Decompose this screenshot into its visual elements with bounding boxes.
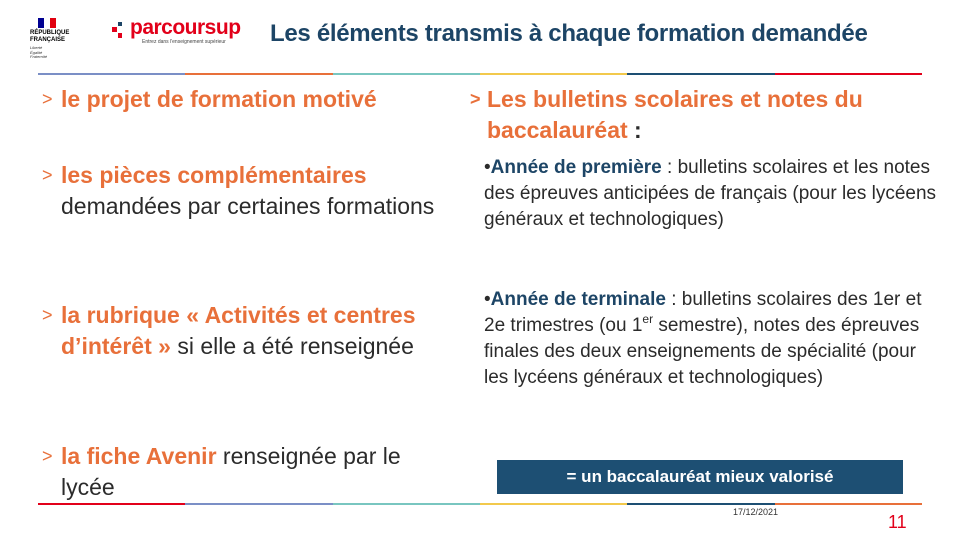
item-highlight: la fiche Avenir xyxy=(61,443,217,469)
chevron-right-icon: > xyxy=(470,89,481,109)
republique-francaise-logo xyxy=(30,18,90,64)
chevron-right-icon: > xyxy=(42,89,53,109)
left-item-activites xyxy=(44,300,444,362)
heading-text: Les bulletins scolaires et notes du baccalauréat xyxy=(487,86,863,143)
bottom-divider xyxy=(38,503,922,505)
terminale-label: Année de terminale xyxy=(490,289,666,310)
rf-motto-line: Fraternité xyxy=(30,54,48,59)
top-divider xyxy=(38,73,922,75)
page-number: 11 xyxy=(888,512,907,532)
chevron-right-icon: > xyxy=(42,165,53,185)
item-text: renseignée par le lycée xyxy=(61,443,401,500)
baccalaureat-banner: = un baccalauréat mieux valorisé xyxy=(497,460,903,494)
premiere-label: Année de première xyxy=(490,157,662,178)
rf-text-line: FRANÇAISE xyxy=(30,37,66,43)
terminale-text-b: semestre), notes des épreuves finales des deux enseignements de spécialité (pour les lycéens généraux et technologiques) xyxy=(484,315,920,388)
item-highlight: le projet de formation motivé xyxy=(61,86,377,112)
premiere-text: : bulletins scolaires et les notes des épreuves anticipées de français (pour les lycéens généraux et technologiques) xyxy=(484,157,937,230)
slide-title: Les éléments transmis à chaque formation demandée xyxy=(270,20,868,47)
terminale-text-a: : bulletins scolaires des 1er et 2e trimestres (ou 1 xyxy=(484,289,922,336)
bullet-dot: • xyxy=(484,157,491,178)
left-item-pieces xyxy=(44,160,444,222)
french-flag-icon xyxy=(38,18,56,28)
item-highlight: les pièces complémentaires xyxy=(61,162,367,188)
left-item-fiche-avenir xyxy=(44,441,444,503)
chevron-right-icon: > xyxy=(42,305,53,325)
left-item-projet xyxy=(44,84,444,115)
terminale-sup: er xyxy=(642,312,654,326)
bullet-dot: • xyxy=(484,289,491,310)
parcoursup-wordmark: parcoursup xyxy=(130,16,241,39)
footer-date: 17/12/2021 xyxy=(733,507,779,517)
chevron-right-icon: > xyxy=(42,446,53,466)
bulletins-heading xyxy=(470,84,940,146)
heading-colon: : xyxy=(627,117,642,143)
rf-text-line: RÉPUBLIQUE xyxy=(30,30,70,36)
item-highlight: la rubrique « Activités et centres d’intérêt » xyxy=(61,302,416,359)
parcoursup-tagline: Entrez dans l'enseignement supérieur xyxy=(142,39,226,45)
rf-motto-line: Égalité xyxy=(30,49,43,55)
rf-motto-line: Liberté xyxy=(30,45,43,50)
item-text: demandées par certaines formations xyxy=(61,193,435,219)
parcoursup-logo xyxy=(110,16,260,46)
parcoursup-mark-icon xyxy=(112,22,128,38)
annee-terminale-block xyxy=(484,287,944,391)
item-text: si elle a été renseignée xyxy=(177,333,414,359)
annee-premiere-block xyxy=(484,155,944,233)
